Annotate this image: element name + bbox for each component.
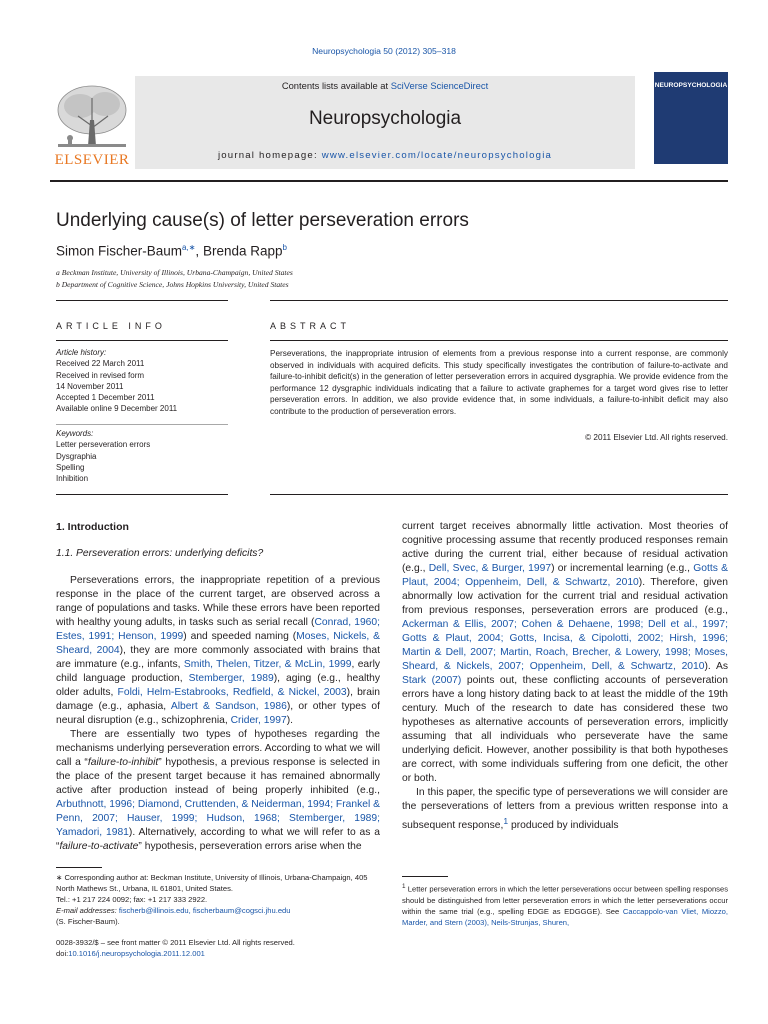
sciencedirect-link[interactable]: SciVerse ScienceDirect bbox=[390, 80, 489, 91]
history-entry: Received in revised form bbox=[56, 370, 145, 380]
divider bbox=[56, 494, 228, 495]
text-run: ) and speeded naming ( bbox=[183, 631, 297, 642]
text-run: ). bbox=[286, 715, 293, 726]
homepage-link[interactable]: www.elsevier.com/locate/neuropsychologia bbox=[321, 150, 553, 161]
divider bbox=[270, 300, 728, 301]
footnote-number: 1 bbox=[402, 883, 406, 890]
text-run: produced by individuals bbox=[508, 820, 619, 832]
paragraph bbox=[56, 574, 380, 728]
footnote-mark[interactable]: 1 bbox=[503, 816, 509, 826]
text-run: ). Therefore, given abnormally low activation for the current trial and residual activation from previous responses, perseveration errors are produced (e.g., bbox=[402, 577, 729, 616]
history-entry: 14 November 2011 bbox=[56, 381, 124, 391]
divider bbox=[270, 494, 728, 495]
citation-link[interactable]: Ackerman & Ellis, 2007; Cohen & Dehaene, 1998; Dell et al., 1997; Gotts & Plaut, 2004; Gotts, Incisa, & Cipolotti, 2002; Hirsh, 1996; Martin & Dell, 2007; Martin, Roach, Brecher, & Lowery, 1998; Moses, Sheard, & Nickels, 2007; Oppenheim, Dell, & Schwartz, 2010 bbox=[402, 619, 728, 672]
footnote-1 bbox=[402, 881, 728, 928]
author-name: Simon Fischer-Baum bbox=[56, 243, 183, 259]
text-run: ” hypothesis, a previous response is selected in the place of the present target because it has remained abnormally active after production instead of being properly inhibited (e.g., bbox=[56, 757, 381, 796]
article-title: Underlying cause(s) of letter perseveration errors bbox=[56, 210, 469, 231]
abstract-text: Perseverations, the inappropriate intrusion of elements from a previous response into a current response, are commonly observed in individuals with acquired deficits. This study specifically investigates the contribution of failure-to-activate and failure-to-inhibit deficit(s) in the generation of letter perseveration errors in acquired dysgraphia. We provide evidence from the performance 12 dysgraphic individuals indicating that a failure to activate graphemes for a target word gives rise to letter perseveration errors. In addition, we also provide evidence that, in some individuals, a failure-to-inhibit deficit may also contribute to the production of perseveration errors. bbox=[270, 349, 728, 416]
text-run: ), or other types of neural disruption (e.g., schizophrenia, bbox=[56, 701, 380, 726]
corresponding-author-footnote bbox=[56, 872, 380, 927]
history-label: Article history: bbox=[56, 348, 107, 357]
paragraph bbox=[56, 728, 380, 854]
journal-cover-title: NEUROPSYCHOLOGIA bbox=[654, 82, 728, 89]
affiliation-b: b Department of Cognitive Science, Johns Hopkins University, United States bbox=[56, 280, 289, 289]
text-run: ). Alternatively, according to what we will refer to as a “ bbox=[56, 827, 380, 852]
citation-link[interactable]: Albert & Sandson, 1986 bbox=[170, 701, 287, 712]
divider bbox=[270, 340, 728, 341]
emphasis: failure-to-inhibit bbox=[87, 757, 159, 768]
article-info-heading: ARTICLE INFO bbox=[56, 321, 166, 331]
email-label: E-mail addresses: bbox=[56, 906, 119, 915]
email-links[interactable]: fischerb@illinois.edu, fischerbaum@cogsci.jhu.edu bbox=[118, 906, 291, 915]
text-run: In this paper, the specific type of perseverations we will consider are the perseverations of letters from a previous written response into a subsequent response, bbox=[402, 787, 728, 832]
author-affiliation-mark[interactable]: b bbox=[282, 243, 287, 252]
text-run: Perseverations errors, the inappropriate repetition of a previous response in the place of the current target, are observed across a range of populations and tasks. While these errors have been reported with healthy young adults, in tasks such as serial recall ( bbox=[56, 575, 380, 628]
journal-citation[interactable]: Neuropsychologia 50 (2012) 305–318 bbox=[312, 46, 456, 56]
citation-link[interactable]: Conrad, 1960; Estes, 1991; Henson, 1999 bbox=[56, 617, 380, 642]
elsevier-wordmark: ELSEVIER bbox=[54, 152, 130, 168]
doi-label: doi: bbox=[56, 949, 69, 958]
footnote-divider bbox=[56, 867, 102, 868]
body-left-column bbox=[56, 520, 380, 854]
affiliation-a: a Beckman Institute, University of Illinois, Urbana-Champaign, United States bbox=[56, 268, 293, 277]
doi-link[interactable]: 10.1016/j.neuropsychologia.2011.12.001 bbox=[68, 949, 205, 958]
front-matter-rights: 0028-3932/$ – see front matter © 2011 Elsevier Ltd. All rights reserved. bbox=[56, 938, 295, 947]
citation-link[interactable]: Moses, Nickels, & Sheard, 2004 bbox=[56, 631, 380, 656]
citation-link[interactable]: Arbuthnott, 1996; Diamond, Cruttenden, & Neiderman, 1994; Frankel & Penn, 2007; Hauser, 1999; Hudson, 1968; Stemberger, 1989; Yamadori, 1981 bbox=[56, 799, 380, 838]
citation-link[interactable]: Crider, 1997 bbox=[230, 715, 287, 726]
body-right-column bbox=[402, 520, 728, 833]
citation-link[interactable]: Stark (2007) bbox=[402, 675, 462, 686]
citation-link[interactable]: Foldi, Helm-Estabrooks, Redfield, & Nickel, 2003 bbox=[117, 687, 347, 698]
citation-link[interactable]: Stemberger, 1989 bbox=[188, 673, 274, 684]
text-run: ), they are more commonly associated with brains that are immature (e.g., infants, bbox=[56, 645, 380, 670]
front-matter bbox=[56, 937, 380, 959]
text-run: ), brain damage (e.g., aphasia, bbox=[56, 687, 380, 712]
section-heading: 1. Introduction bbox=[56, 521, 129, 533]
history-entry: Available online 9 December 2011 bbox=[56, 404, 178, 414]
text-run: ). As bbox=[704, 661, 728, 672]
emphasis: failure-to-activate bbox=[59, 841, 139, 852]
keyword: Letter perseveration errors bbox=[56, 440, 151, 450]
citation-link[interactable]: Gotts & Plaut, 2004; Oppenheim, Dell, & Schwartz, 2010 bbox=[402, 563, 728, 588]
citation-link[interactable]: Caccappolo-van Vliet, Miozzo, Marder, and Stern (2003), Neils-Strunjas, Shuren, bbox=[402, 906, 728, 927]
article-history bbox=[56, 347, 177, 415]
text-run: ) or incremental learning (e.g., bbox=[551, 563, 694, 574]
text-run: points out, these conflicting accounts of perseveration errors have a long history dating back to at least the middle of the 19th century. Much of the research to date has considered these two hypotheses as alternative accounts of perseveration errors, implicitly assuming that all individuals who perseverate have the same underlying deficit. However, another possibility is that both hypotheses are correct, with some individuals suffering from one deficit, the other or both. bbox=[402, 675, 728, 784]
footnote-divider bbox=[402, 876, 448, 877]
divider bbox=[56, 340, 228, 341]
divider bbox=[56, 424, 228, 425]
paragraph-continued bbox=[402, 520, 728, 786]
history-entry: Accepted 1 December 2011 bbox=[56, 393, 155, 403]
text-run: ), aging (e.g., healthy older adults, bbox=[56, 673, 380, 698]
keyword: Dysgraphia bbox=[56, 451, 97, 461]
header-divider bbox=[50, 180, 728, 182]
phone-fax: Tel.: +1 217 224 0092; fax: +1 217 333 2922. bbox=[56, 895, 208, 904]
text-run: current target receives abnormally little activation. Most theories of cognitive processing assume that recently produced responses remain active during the current trial, either because of residual activation (e.g., bbox=[402, 521, 728, 574]
doi-line bbox=[56, 948, 380, 959]
keyword: Spelling bbox=[56, 462, 85, 472]
contents-line bbox=[135, 80, 635, 91]
corresponding-author: ∗ Corresponding author at: Beckman Institute, University of Illinois, Urbana-Champaign, 405 North Mathews St., Urbana, IL 61801, United States. bbox=[56, 873, 368, 893]
subsection-heading: 1.1. Perseveration errors: underlying deficits? bbox=[56, 548, 264, 559]
keywords-label: Keywords: bbox=[56, 429, 94, 438]
author-affiliation-mark[interactable]: a,∗ bbox=[182, 243, 196, 252]
journal-homepage bbox=[135, 150, 635, 161]
divider bbox=[56, 300, 228, 301]
author-name: Brenda Rapp bbox=[202, 243, 283, 259]
text-run: Letter perseveration errors in which the letter perseverations occur between spelling responses should be distinguished from letter perseveration errors in which the letter perseverations occur within the same trial (e.g., spelling EDGE as EDGGGE). See bbox=[402, 884, 728, 916]
homepage-prefix: journal homepage: bbox=[217, 150, 322, 161]
citation-link[interactable]: Smith, Thelen, Titzer, & McLin, 1999 bbox=[183, 659, 352, 670]
history-entry: Received 22 March 2011 bbox=[56, 359, 145, 369]
email-owner: (S. Fischer-Baum). bbox=[56, 917, 120, 926]
abstract-copyright: © 2011 Elsevier Ltd. All rights reserved. bbox=[585, 433, 728, 442]
author-separator: , bbox=[195, 243, 203, 259]
abstract-heading: ABSTRACT bbox=[270, 321, 351, 331]
paragraph-continued bbox=[402, 786, 728, 833]
journal-title: Neuropsychologia bbox=[308, 108, 462, 129]
contents-prefix: Contents lists available at bbox=[281, 80, 391, 91]
keyword: Inhibition bbox=[56, 474, 89, 484]
citation-link[interactable]: Dell, Svec, & Burger, 1997 bbox=[428, 563, 552, 574]
text-run: There are essentially two types of hypotheses regarding the mechanisms underlying perseveration errors. According to what we will call a “ bbox=[56, 729, 380, 768]
text-run: , early child language production, bbox=[56, 659, 381, 684]
author-list bbox=[56, 243, 287, 259]
keywords bbox=[56, 428, 150, 484]
text-run: ” hypothesis, perseveration errors arise when the bbox=[138, 841, 362, 852]
email-line bbox=[56, 905, 380, 916]
